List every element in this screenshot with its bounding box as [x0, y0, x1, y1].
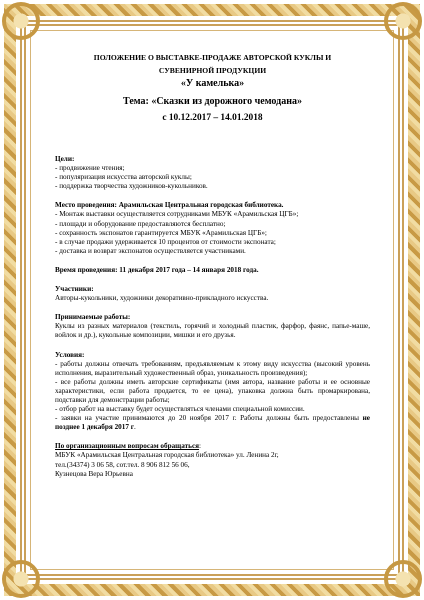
condition-item: - все работы должны иметь авторские сертификаты (имя автора, название работы и ее основные характеристики, если работа продается, то ее цена), упаковка должна быть промаркирована, подставки для демонстрации работы; [55, 377, 370, 404]
contact-title: По организационным вопросам обращаться [55, 442, 200, 451]
accepted-text: Куклы из разных материалов (текстиль, горячий и холодный пластик, фарфор, фаянс, папье-маше, войлок и др.), кукольные композиции, мишки и его друзья. [55, 322, 370, 340]
participants-text: Авторы-кукольники, художники декоративно-прикладного искусства. [55, 294, 269, 303]
venue-item: - доставка и возврат экспонатов осуществляется участниками. [55, 246, 246, 255]
contact-person: Кузнецова Вера Юрьевна [55, 469, 133, 478]
accepted-title: Принимаемые работы: [55, 313, 131, 322]
corner-ornament-bottom-right [384, 560, 422, 598]
goal-item: - продвижение чтения; [55, 164, 125, 173]
contact-title-suffix: : [199, 442, 202, 451]
venue-item: - Монтаж выставки осуществляется сотрудниками МБУК «Арамильская ЦГБ»; [55, 210, 299, 219]
goals-section [55, 155, 370, 191]
time-text: Время проведения: 11 декабря 2017 года – 14 января 2018 года. [55, 265, 259, 274]
doc-title-line-2: СУВЕНИРНОЙ ПРОДУКЦИИ [158, 65, 267, 75]
exhibition-theme: Тема: «Сказки из дорожного чемодана» [123, 96, 302, 107]
exhibition-name: «У камелька» [180, 78, 245, 89]
accepted-section [55, 313, 370, 340]
exhibition-dates: с 10.12.2017 – 14.01.2018 [162, 113, 263, 123]
condition-item: - работы должны отвечать требованиям, предъявляемым к этому виду искусства (высокий уровень исполнения, выразительный художественный образ, уникальность произведения); [55, 359, 370, 377]
participants-section [55, 285, 370, 303]
contact-phone: тел.(34374) 3 06 58, сот.тел. 8 906 812 56 06, [55, 460, 190, 469]
venue-title: Место проведения: Арамильская Центральная городская библиотека. [55, 201, 284, 210]
corner-ornament-top-left [2, 2, 40, 40]
goal-item: - поддержка творчества художников-кукольников. [55, 182, 208, 191]
contact-section [55, 442, 370, 478]
corner-ornament-bottom-left [2, 560, 40, 598]
corner-ornament-top-right [384, 2, 422, 40]
conditions-title: Условия: [55, 350, 85, 359]
condition-item: - отбор работ на выставку будет осуществляться членами специальной комиссии. [55, 405, 305, 414]
venue-section [55, 201, 370, 256]
contact-title-line [55, 442, 370, 451]
conditions-section [55, 351, 370, 433]
deadline-text: - заявки на участие принимаются до 20 ноября 2017 г. Работы должны быть предоставлены [55, 414, 363, 423]
participants-title: Участники: [55, 285, 94, 294]
goals-title: Цели: [55, 155, 75, 163]
venue-item: - площади и оборудование предоставляются бесплатно; [55, 219, 226, 228]
venue-item: - сохранность экспонатов гарантируется МБУК «Арамильская ЦГБ»; [55, 228, 267, 237]
time-section [55, 266, 370, 275]
deadline-suffix: . [134, 423, 136, 432]
goal-item: - популяризация искусства авторской куклы; [55, 173, 192, 182]
condition-item-deadline [55, 414, 370, 432]
contact-org: МБУК «Арамильская Центральная городская библиотека» ул. Ленина 2г, [55, 451, 279, 460]
venue-item: - в случае продажи удерживается 10 процентов от стоимости экспоната; [55, 237, 276, 246]
document-content [55, 52, 370, 557]
doc-title-line-1: ПОЛОЖЕНИЕ О ВЫСТАВКЕ-ПРОДАЖЕ АВТОРСКОЙ КУКЛЫ И [93, 53, 332, 62]
deadline-bold: не позднее 1 декабря 2017 г [55, 414, 370, 432]
